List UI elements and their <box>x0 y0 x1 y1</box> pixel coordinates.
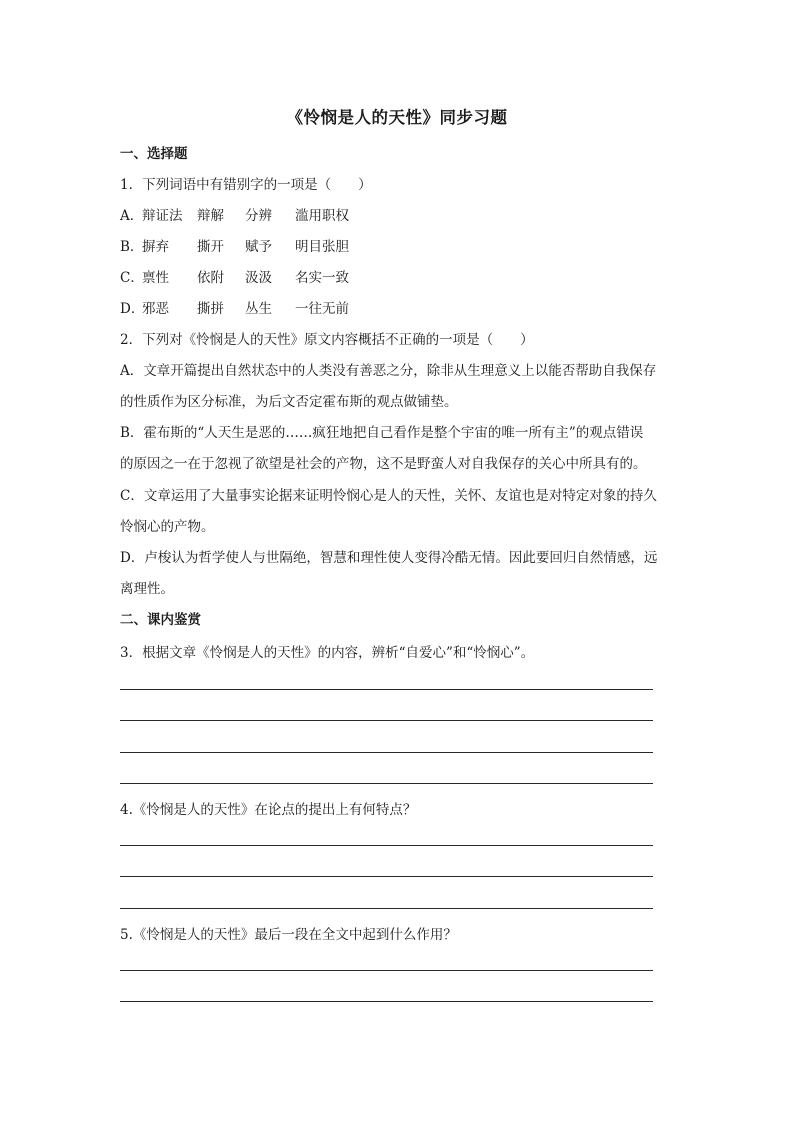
option-word: 汲汲 <box>245 270 272 286</box>
question-1-option-b <box>120 237 680 257</box>
question-1-stem: 1．下列词语中有错别字的一项是（ ） <box>120 177 372 193</box>
question-2-option-a-line-2: 的性质作为区分标准，为后文否定霍布斯的观点做铺垫。 <box>120 394 458 410</box>
question-5-stem: 5.《怜悯是人的天性》最后一段在全文中起到什么作用？ <box>120 927 457 943</box>
option-word: 禀性 <box>142 270 169 286</box>
question-1-option-a <box>120 206 680 226</box>
question-2-option-c-line-2: 怜悯心的产物。 <box>120 519 215 535</box>
option-label: B． <box>120 239 144 255</box>
question-2-option-c-line-1: C．文章运用了大量事实论据来证明怜悯心是人的天性，关怀、友谊也是对特定对象的持久 <box>120 488 657 504</box>
answer-line <box>120 845 653 846</box>
option-word: 邪恶 <box>142 301 169 317</box>
section-heading-reading: 二、课内鉴赏 <box>120 612 201 628</box>
answer-line <box>120 752 653 753</box>
option-word: 一往无前 <box>295 301 349 317</box>
option-word: 名实一致 <box>295 270 349 286</box>
question-2-option-d-line-1: D．卢梭认为哲学使人与世隔绝，智慧和理性使人变得冷酷无情。因此要回归自然情感，远 <box>120 550 658 566</box>
option-label: C． <box>120 270 144 286</box>
option-word: 依附 <box>197 270 224 286</box>
option-word: 撕开 <box>197 239 224 255</box>
option-word: 辩证法 <box>142 208 183 224</box>
question-2-option-d-line-2: 离理性。 <box>120 581 174 597</box>
option-word: 分辨 <box>245 208 272 224</box>
answer-line <box>120 908 653 909</box>
question-1-option-c <box>120 268 680 288</box>
answer-line <box>120 970 653 971</box>
option-word: 赋予 <box>245 239 272 255</box>
answer-line <box>120 689 653 690</box>
question-2-stem: 2．下列对《怜悯是人的天性》原文内容概括不正确的一项是（ ） <box>120 332 534 348</box>
option-word: 摒弃 <box>142 239 169 255</box>
answer-line <box>120 783 653 784</box>
question-1-option-d <box>120 299 680 319</box>
section-heading-choice: 一、选择题 <box>120 146 188 162</box>
question-2-option-b-line-1: B．霍布斯的“人天生是恶的……疯狂地把自己看作是整个宇宙的唯一所有主”的观点错误 <box>120 425 644 441</box>
option-word: 辩解 <box>197 208 224 224</box>
option-label: A． <box>120 208 144 224</box>
answer-line <box>120 720 653 721</box>
option-word: 明目张胆 <box>295 239 349 255</box>
question-2-option-b-line-2: 的原因之一在于忽视了欲望是社会的产物，这不是野蛮人对自我保存的关心中所具有的。 <box>120 456 647 472</box>
question-2-option-a-line-1: A．文章开篇提出自然状态中的人类没有善恶之分，除非从生理意义上以能否帮助自我保存 <box>120 363 657 379</box>
question-4-stem: 4.《怜悯是人的天性》在论点的提出上有何特点？ <box>120 802 417 818</box>
page-title: 《怜悯是人的天性》同步习题 <box>286 108 508 127</box>
answer-line <box>120 876 653 877</box>
option-word: 丛生 <box>245 301 272 317</box>
option-label: D． <box>120 301 145 317</box>
question-3-stem: 3．根据文章《怜悯是人的天性》的内容，辨析“自爱心”和“怜悯心”。 <box>120 645 535 661</box>
answer-line <box>120 1001 653 1002</box>
option-word: 滥用职权 <box>295 208 349 224</box>
option-word: 撕拼 <box>197 301 224 317</box>
